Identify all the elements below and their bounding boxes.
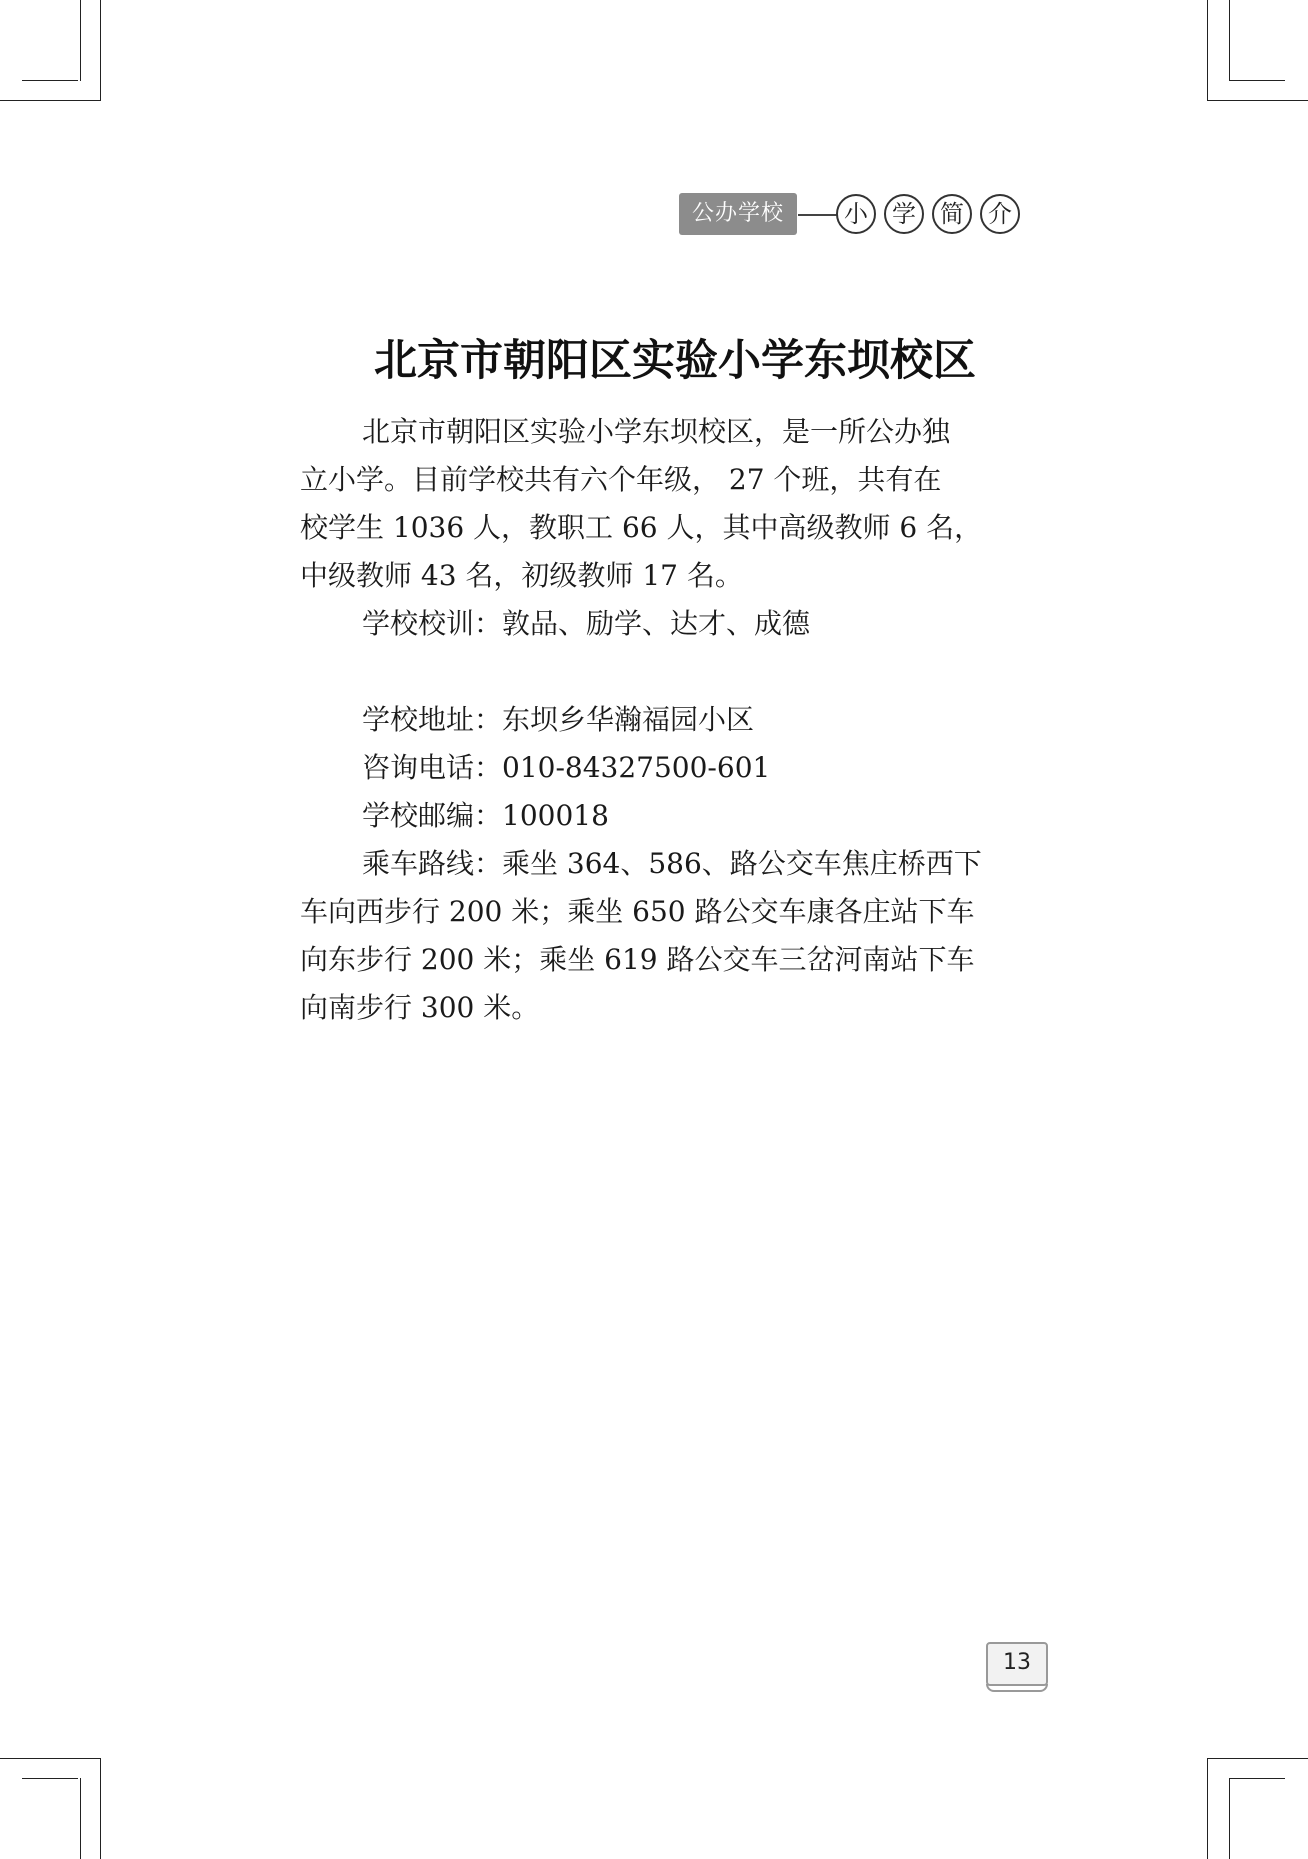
- paragraph-line: 北京市朝阳区实验小学东坝校区，是一所公办独: [362, 415, 951, 448]
- crop-mark-top-left-inner-horizontal: [0, 100, 101, 101]
- contact-phone: 咨询电话：010-84327500-601: [362, 751, 771, 784]
- crop-mark-top-right-horizontal: [1229, 80, 1285, 81]
- crop-mark-bottom-left-inner-horizontal: [0, 1758, 101, 1759]
- section-char: 学: [884, 194, 924, 234]
- article-body: [300, 408, 1050, 1032]
- transit-route-line: 向南步行 300 米。: [300, 991, 540, 1024]
- crop-mark-top-left-vertical: [100, 0, 101, 101]
- page-title: 北京市朝阳区实验小学东坝校区: [374, 336, 976, 386]
- crop-mark-bottom-right-vertical: [1207, 1758, 1208, 1859]
- section-char: 小: [836, 194, 876, 234]
- transit-route-line: 向东步行 200 米；乘坐 619 路公交车三岔河南站下车: [300, 943, 975, 976]
- crop-mark-top-right-inner-horizontal: [1207, 100, 1308, 101]
- header-connector-line: [798, 214, 838, 216]
- crop-mark-top-right-vertical: [1207, 0, 1208, 101]
- paragraph-line: 立小学。目前学校共有六个年级， 27 个班，共有在: [300, 463, 942, 496]
- crop-mark-top-right-inner-vertical: [1229, 0, 1230, 81]
- paragraph-line: 中级教师 43 名，初级教师 17 名。: [300, 559, 743, 592]
- transit-route-line: 车向西步行 200 米；乘坐 650 路公交车康各庄站下车: [300, 895, 975, 928]
- crop-mark-top-left-horizontal: [22, 80, 78, 81]
- crop-mark-bottom-right-inner-horizontal: [1207, 1758, 1308, 1759]
- school-address: 学校地址：东坝乡华瀚福园小区: [362, 703, 755, 736]
- page-number: 13: [986, 1642, 1048, 1686]
- crop-mark-bottom-left-inner-vertical: [80, 1778, 81, 1859]
- spacer: [300, 648, 1050, 696]
- paragraph-line: 校学生 1036 人，教职工 66 人，其中高级教师 6 名，: [300, 511, 983, 544]
- section-char: 简: [932, 194, 972, 234]
- crop-mark-bottom-left-horizontal: [22, 1778, 78, 1779]
- section-char: 介: [980, 194, 1020, 234]
- section-title: [836, 194, 1020, 234]
- crop-mark-top-left-inner-vertical: [80, 0, 81, 81]
- category-tag: 公办学校: [679, 193, 797, 235]
- postal-code: 学校邮编：100018: [362, 799, 609, 832]
- book-icon: [986, 1684, 1048, 1692]
- school-motto: 学校校训：敦品、励学、达才、成德: [362, 607, 811, 640]
- transit-route-line: 乘车路线：乘坐 364、586、路公交车焦庄桥西下: [362, 847, 982, 880]
- crop-mark-bottom-right-horizontal: [1229, 1778, 1285, 1779]
- crop-mark-bottom-right-inner-vertical: [1229, 1778, 1230, 1859]
- crop-mark-bottom-left-vertical: [100, 1758, 101, 1859]
